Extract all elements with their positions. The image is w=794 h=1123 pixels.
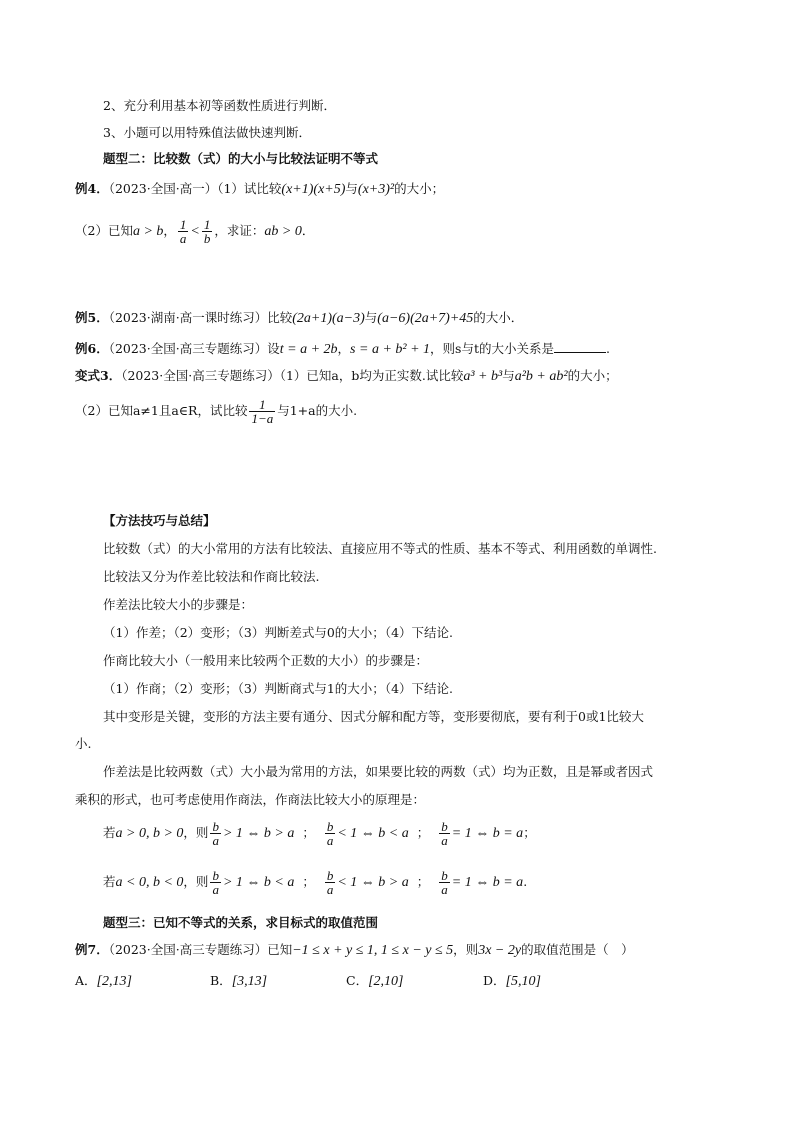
fraction-denominator: a	[326, 882, 334, 897]
example-7	[75, 942, 634, 959]
choice-letter: B．	[210, 973, 232, 988]
variant-3-line-2	[75, 396, 357, 426]
example-4-text: 的大小；	[394, 181, 445, 196]
choice-b[interactable]	[210, 971, 267, 990]
math-expr: a³ + b³	[463, 369, 503, 384]
choice-letter: A．	[75, 973, 97, 988]
fraction	[439, 820, 450, 847]
fraction-numerator: b	[212, 868, 219, 883]
example-4-text: 与	[345, 181, 358, 196]
choice-value: [5,10]	[505, 974, 541, 989]
variant-3-label: 变式3．	[75, 368, 122, 383]
math-expr: a < 0, b < 0	[115, 875, 184, 890]
fraction-numerator: b	[441, 819, 448, 834]
variant-3-line-1	[75, 368, 618, 385]
method-paragraph: （1）作差；（2）变形；（3）判断差式与0的大小；（4）下结论.	[103, 625, 453, 640]
example-7-source: （2023·全国·高三专题练习）	[108, 942, 268, 957]
rule-text: .	[523, 874, 528, 889]
rule-text: 若	[103, 874, 116, 889]
math-expr: > 1 ⇔ b > a	[222, 826, 295, 841]
method-paragraph: 作商比较大小（一般用来比较两个正数的大小）的步骤是：	[103, 653, 429, 668]
choice-letter: C．	[346, 973, 369, 988]
fraction-numerator: b	[326, 819, 334, 834]
example-6-text: .	[606, 341, 610, 356]
fraction	[178, 218, 189, 245]
fraction-denominator: a	[179, 231, 187, 246]
rule-text: ；	[302, 874, 315, 889]
math-expr: 3x − 2y	[478, 943, 522, 958]
math-expr: <	[190, 224, 200, 239]
math-expr: ab > 0	[264, 224, 302, 239]
example-4-source: （2023·全国·高一）	[108, 181, 218, 196]
choice-value: [3,13]	[231, 974, 268, 989]
answer-blank[interactable]	[554, 340, 606, 353]
example-6-text: 设	[267, 341, 280, 356]
rule-text: ；	[523, 825, 536, 840]
fraction-numerator: 1	[179, 217, 187, 232]
example-7-text: 已知	[267, 942, 293, 957]
example-5-text: 与	[364, 310, 378, 325]
fraction	[210, 869, 221, 896]
fraction-denominator: a	[212, 833, 219, 848]
example-5-source: （2023·湖南·高一课时练习）	[108, 310, 268, 325]
fraction	[249, 398, 275, 425]
method-paragraph: 比较数（式）的大小常用的方法有比较法、直接应用不等式的性质、基本不等式、利用函数的单调性.	[103, 541, 657, 556]
example-6	[75, 340, 610, 358]
fraction-denominator: a	[441, 833, 448, 848]
fraction	[202, 218, 213, 245]
rule-text: ；	[416, 825, 430, 840]
example-5-text: 比较	[267, 310, 293, 325]
fraction	[325, 869, 336, 896]
example-6-label: 例6．	[75, 341, 109, 356]
example-5-label: 例5．	[75, 310, 109, 325]
method-paragraph: 其中变形是关键，变形的方法主要有通分、因式分解和配方等，变形要彻底，要有利于0或1比较大	[103, 709, 644, 724]
example-5-text: 的大小．	[473, 310, 524, 325]
rule-positive	[103, 818, 536, 849]
example-4-line-2	[75, 216, 314, 247]
note-line-3: 3、小题可以用特殊值法做快速判断．	[103, 125, 311, 140]
method-heading: 【方法技巧与总结】	[103, 513, 216, 528]
math-expr: = 1 ⇔ b = a	[451, 875, 524, 890]
variant-3-text: （2）已知a≠1且a∈R，试比较	[75, 403, 248, 418]
choice-letter: D．	[483, 973, 506, 988]
choice-value: [2,10]	[368, 974, 404, 989]
math-expr: t = a + 2b	[279, 342, 338, 357]
rule-text: ，则	[183, 874, 209, 889]
example-4-label: 例4．	[75, 181, 109, 196]
example-4-text: ，	[163, 223, 176, 238]
fraction-denominator: a	[326, 833, 334, 848]
math-expr: −1 ≤ x + y ≤ 1, 1 ≤ x − y ≤ 5	[292, 943, 454, 958]
example-7-text: ，则	[453, 942, 479, 957]
example-4-text: （1）试比较	[217, 181, 282, 196]
example-4-text: （2）已知	[75, 223, 133, 238]
rule-text: ；	[302, 825, 315, 840]
method-paragraph: 小.	[75, 736, 92, 751]
fraction-numerator: 1	[249, 398, 275, 412]
fraction-numerator: b	[441, 868, 448, 883]
fraction	[325, 820, 336, 847]
example-7-label: 例7．	[75, 942, 109, 957]
section-title-type2: 题型二：比较数（式）的大小与比较法证明不等式	[103, 151, 379, 166]
rule-text: ，则	[183, 825, 209, 840]
math-expr: (x+3)²	[357, 182, 395, 197]
choice-a[interactable]	[75, 971, 132, 990]
example-5	[75, 310, 523, 327]
example-4-text: ，求证：	[214, 223, 265, 238]
rule-text: ；	[416, 874, 430, 889]
example-6-source: （2023·全国·高三专题练习）	[108, 341, 268, 356]
method-paragraph: （1）作商；（2）变形；（3）判断商式与1的大小；（4）下结论.	[103, 681, 453, 696]
variant-3-text: 与	[502, 368, 515, 383]
math-expr: (a−6)(2a+7)+45	[377, 311, 474, 326]
choice-value: [2,13]	[96, 974, 132, 989]
example-4-text: ．	[301, 223, 315, 238]
math-expr: (2a+1)(a−3)	[292, 311, 365, 326]
example-6-text: ，	[337, 341, 351, 356]
math-expr: = 1 ⇔ b = a	[451, 826, 524, 841]
fraction-denominator: a	[212, 882, 219, 897]
method-paragraph: 乘积的形式，也可考虑使用作商法，作商法比较大小的原理是：	[75, 792, 426, 807]
rule-negative	[103, 867, 527, 898]
method-paragraph: 作差法比较大小的步骤是：	[103, 597, 254, 612]
variant-3-text: 与1+a的大小.	[277, 403, 358, 418]
math-expr: < 1 ⇔ b < a	[337, 826, 409, 841]
rule-text: 若	[103, 825, 116, 840]
math-expr: (x+1)(x+5)	[281, 182, 346, 197]
variant-3-text: （1）已知a，b均为正实数.试比较	[279, 368, 464, 383]
method-paragraph: 比较法又分为作差比较法和作商比较法.	[103, 569, 320, 584]
method-paragraph: 作差法是比较两数（式）大小最为常用的方法，如果要比较的两数（式）均为正数，且是幂或者因式	[103, 764, 654, 779]
fraction-numerator: 1	[203, 217, 211, 232]
example-6-text: ，则s与t的大小关系是	[430, 341, 554, 356]
fraction-numerator: b	[212, 819, 219, 834]
math-expr: < 1 ⇔ b > a	[337, 875, 409, 890]
fraction-denominator: a	[441, 882, 448, 897]
example-4-line-1	[75, 181, 444, 198]
fraction	[210, 820, 221, 847]
math-expr: s = a + b² + 1	[350, 342, 431, 357]
math-expr: a > 0, b > 0	[115, 826, 184, 841]
choice-c[interactable]	[346, 971, 403, 990]
math-expr: > 1 ⇔ b < a	[222, 875, 295, 890]
math-expr: a²b + ab²	[514, 369, 568, 384]
fraction-denominator: 1−a	[251, 411, 274, 426]
variant-3-source: （2023·全国·高三专题练习）	[121, 368, 280, 383]
math-expr: a > b	[132, 224, 164, 239]
choice-d[interactable]	[483, 971, 541, 990]
example-7-text: 的取值范围是（ ）	[521, 942, 634, 957]
section-title-type3: 题型三：已知不等式的关系，求目标式的取值范围	[103, 915, 379, 930]
fraction-denominator: b	[203, 231, 211, 246]
fraction-numerator: b	[326, 868, 334, 883]
note-line-2: 2、充分利用基本初等函数性质进行判断．	[103, 98, 336, 113]
variant-3-text: 的大小；	[567, 368, 618, 383]
fraction	[439, 869, 450, 896]
